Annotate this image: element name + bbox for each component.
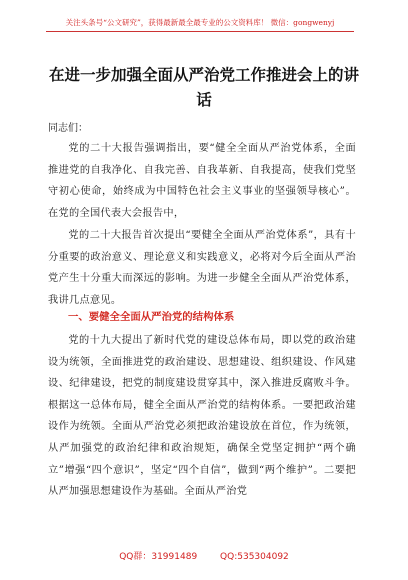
header-banner: 关注头条号“公文研究”，获得最新最全最专业的公文资料库！ 微信：gongwenyj	[46, 16, 354, 32]
greeting: 同志们：	[48, 123, 88, 134]
qq-group-text: QQ群：31991489	[119, 552, 198, 562]
paragraph: 党的二十大报告首次提出“要健全全面从严治党体系”，具有十分重要的政治意义、理论意义和实践意义，必将对今后全面从严治党产生十分重大而深远的影响。为进一步健全全面从严治党体系，我讲几点意见。	[48, 230, 356, 306]
document-title: 在进一步加强全面从严治党工作推进会上的讲话	[48, 65, 359, 109]
paragraph: 党的十九大提出了新时代党的建设总体布局，即以党的政治建设为统领，全面推进党的政治建设、思想建设、组织建设、作风建设、纪律建设，把党的制度建设贯穿其中，深入推进反腐败斗争。根据这一总体布局，健全全面从严治党的结构体系。一要把政治建设作为统领。全面从严治党必须把政治建设放在首位，作为统领，从严加强党的政治纪律和政治规矩，确保全党坚定拥护“两个确立”增强“四个意识”，坚定“四个自信”，做到“两个维护”。二要把从严加强思想建设作为基础。全面从严治党	[48, 335, 356, 498]
section-heading: 一、要健全全面从严治党的结构体系	[68, 311, 235, 323]
qq-text: QQ:535304092	[220, 552, 289, 562]
paragraph: 党的二十大报告强调指出，要“健全全面从严治党体系，全面推进党的自我净化、自我完善、自我革新、自我提高，使我们党坚守初心使命，始终成为中国特色社会主义事业的坚强领导核心”。在党的全国代表大会报告中，	[48, 143, 356, 219]
footer	[0, 549, 408, 562]
